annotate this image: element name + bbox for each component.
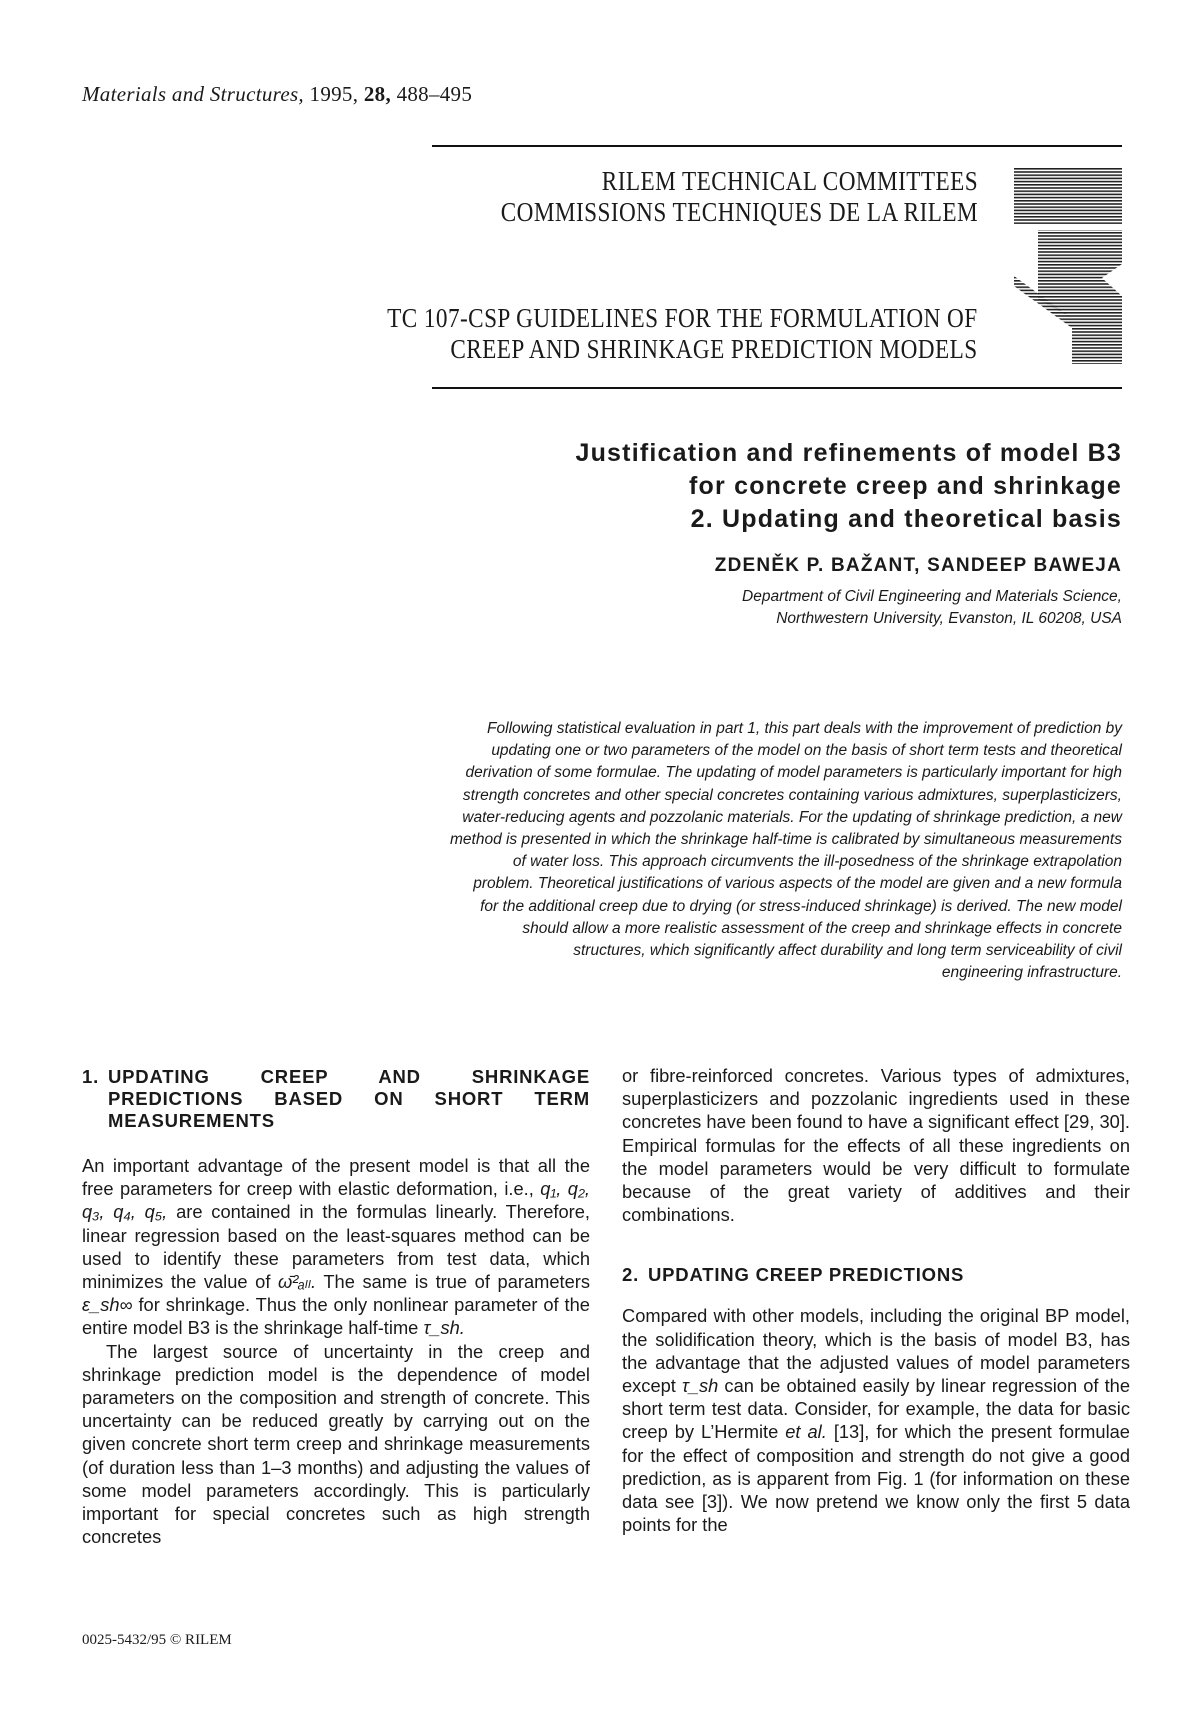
text-run: An important advantage of the present model is that all the free parameters for creep with elastic deformation, i.e., xyxy=(82,1155,590,1200)
tc-title xyxy=(388,303,978,365)
section-2-heading xyxy=(622,1264,1130,1286)
title-line-1: Justification and refinements of model B3 xyxy=(575,439,1122,467)
paper-title xyxy=(575,437,1122,536)
abstract xyxy=(300,718,1122,984)
abstract-line: problem. Theoretical justifications of various aspects of the model are given and a new formula xyxy=(473,875,1122,893)
text-run: Compared with other models, including the original BP model, the solidification theory, which is the basis of model B3, has the advantage that the adjusted values of model parameters except xyxy=(622,1305,1130,1397)
math-epsilon: ε_sh∞ xyxy=(82,1294,133,1316)
committee-line-1: RILEM TECHNICAL COMMITTEES xyxy=(601,166,978,196)
affiliation-line-1: Department of Civil Engineering and Materials Science, xyxy=(742,588,1122,605)
committee-title xyxy=(501,166,978,228)
section-1-number: 1. xyxy=(82,1066,100,1087)
text-run: can be obtained easily by linear regression of the short term test data. Consider, for example, the data for basic creep by L’Hermite xyxy=(622,1375,1130,1443)
section-2-number: 2. xyxy=(622,1264,640,1286)
text-run: for shrinkage. Thus the only nonlinear parameter of the entire model B3 is the shrinkage half-time xyxy=(82,1294,590,1339)
abstract-line: for the additional creep due to drying (or stress-induced shrinkage) is derived. The new model xyxy=(480,897,1122,915)
abstract-line: derivation of some formulae. The updating of model parameters is particularly important for high xyxy=(465,764,1122,782)
section-1-paragraph-1 xyxy=(82,1154,590,1340)
journal-volume: 28, xyxy=(363,82,391,106)
math-tau: τ_sh. xyxy=(423,1317,465,1339)
abstract-line: engineering infrastructure. xyxy=(941,964,1122,982)
text-run: The same is true of parameters xyxy=(323,1271,590,1293)
math-tau: τ_sh xyxy=(681,1375,719,1397)
committee-line-2: COMMISSIONS TECHNIQUES DE LA RILEM xyxy=(500,197,978,227)
bottom-rule xyxy=(432,387,1122,389)
affiliation-line-2: Northwestern University, Evanston, IL 60208, USA xyxy=(776,610,1122,627)
right-column xyxy=(622,1066,1130,1536)
et-al: et al. xyxy=(785,1421,827,1443)
rilem-logo xyxy=(1010,168,1122,364)
right-column-paragraph-1: or fibre-reinforced concretes. Various types of admixtures, superplasticizers and pozzolanic ingredients used in these concretes have been found to have a significant effect [29, 30]. Empirical formulas for the effects of all these ingredients on the model parameters would be very difficult to formulate because of the great variety of additives and their combinations. xyxy=(622,1065,1130,1226)
abstract-line: updating one or two parameters of the model on the basis of short term tests and theoretical xyxy=(491,742,1122,760)
math-omega: ω̄²ₐₗₗ. xyxy=(278,1271,317,1293)
title-line-2: for concrete creep and shrinkage xyxy=(689,472,1122,500)
text-run: are contained in the formulas linearly. Therefore, linear regression based on the least-squares method can be used to identify these parameters from test data, which minimizes the value of xyxy=(82,1201,590,1293)
abstract-line: structures, which significantly affect durability and long term serviceability of civil xyxy=(573,942,1122,960)
section-1-heading-text: UPDATING CREEP AND SHRINKAGE PREDICTIONS BASED ON SHORT TERM MEASUREMENTS xyxy=(108,1066,590,1131)
issn-footer: 0025-5432/95 © RILEM xyxy=(82,1632,232,1648)
top-rule xyxy=(432,145,1122,147)
abstract-line: should allow a more realistic assessment of the creep and shrinkage effects in concrete xyxy=(522,919,1122,937)
section-1-paragraph-2: The largest source of uncertainty in the creep and shrinkage prediction model is the dependence of model parameters on the composition and strength of concrete. This uncertainty can be reduced greatly by carrying out on the given concrete short term creep and shrinkage measurements (of duration less than 1–3 months) and adjusting the values of some model parameters accordingly. This is particularly important for special concretes such as high strength concretes xyxy=(82,1340,590,1548)
abstract-line: strength concretes and other special concretes containing various admixtures, superplasticizers, xyxy=(462,786,1122,804)
authors: ZDENĚK P. BAŽANT, SANDEEP BAWEJA xyxy=(714,555,1122,576)
journal-pages: 488–495 xyxy=(396,82,473,106)
abstract-line: of water loss. This approach circumvents the ill-posedness of the shrinkage extrapolation xyxy=(512,853,1122,871)
abstract-line: method is presented in which the shrinkage half-time is calibrated by simultaneous measurements xyxy=(449,831,1122,849)
text-run: [13], for which the present formulae for the effect of composition and strength do not give a good prediction, as is apparent from Fig. 1 (for information on these data see [3]). We now pretend we know only the first 5 data points for the xyxy=(622,1421,1130,1536)
section-1-heading xyxy=(82,1066,590,1132)
abstract-line: Following statistical evaluation in part 1, this part deals with the improvement of prediction by xyxy=(487,720,1122,737)
section-2-heading-text: UPDATING CREEP PREDICTIONS xyxy=(648,1264,965,1286)
abstract-line: water-reducing agents and pozzolanic materials. For the updating of shrinkage prediction, a new xyxy=(462,808,1122,826)
journal-name: Materials and Structures, xyxy=(82,82,304,106)
affiliation xyxy=(742,586,1122,630)
journal-year: 1995, xyxy=(309,82,359,106)
title-line-3: 2. Updating and theoretical basis xyxy=(690,505,1122,533)
tc-line-1: TC 107-CSP GUIDELINES FOR THE FORMULATION OF xyxy=(387,303,978,333)
left-column xyxy=(82,1066,590,1548)
math-params: q₁, q₂, q₃, q₄, q₅, xyxy=(82,1178,590,1223)
section-2-paragraph-1 xyxy=(622,1304,1130,1536)
tc-line-2: CREEP AND SHRINKAGE PREDICTION MODELS xyxy=(450,334,978,364)
journal-citation xyxy=(82,82,472,107)
